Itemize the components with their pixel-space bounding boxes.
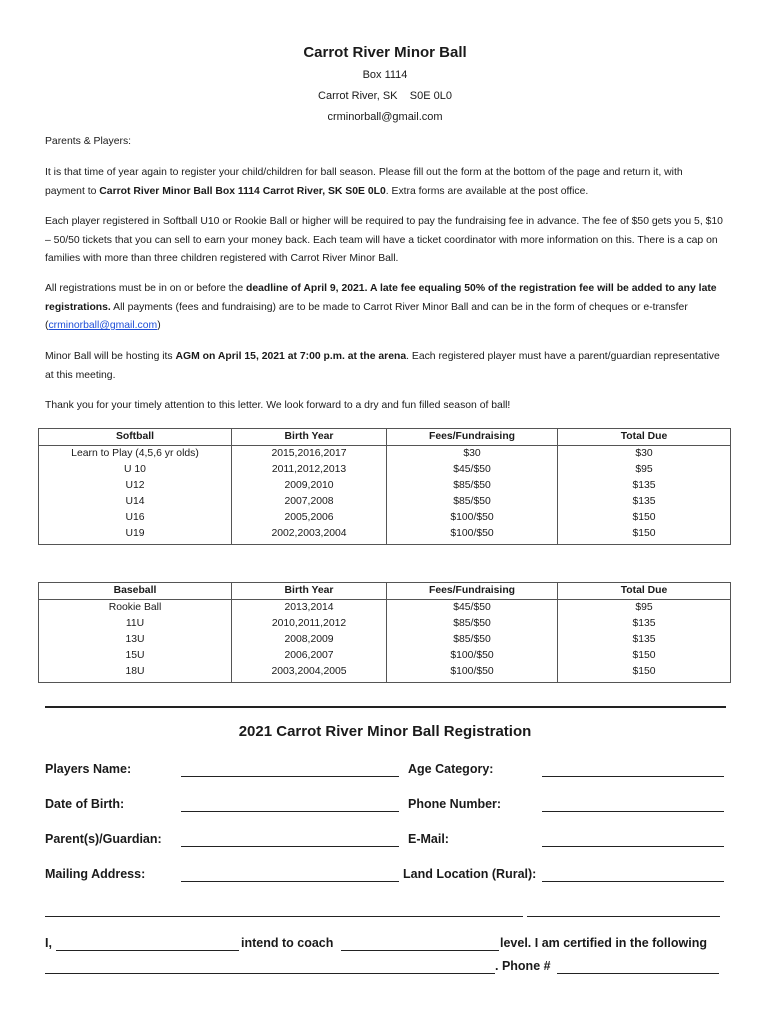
baseball-rows: [39, 600, 731, 683]
table-cell: $100/$50: [387, 664, 558, 683]
mailing-address-field[interactable]: [181, 881, 399, 882]
coach-level-field[interactable]: [341, 950, 499, 951]
agm-text: Minor Ball will be hosting its: [45, 351, 176, 362]
coach-phone-field[interactable]: [557, 973, 719, 974]
table-cell: U14: [39, 494, 232, 510]
table-cell: $30: [558, 446, 731, 463]
table-cell: $150: [558, 526, 731, 545]
table-cell: U19: [39, 526, 232, 545]
table-cell: 2007,2008: [232, 494, 387, 510]
age-category-label: Age Category:: [408, 762, 494, 776]
address-continued-field[interactable]: [45, 916, 523, 917]
paragraph-deadline: [45, 280, 725, 336]
table-header: Total Due: [558, 429, 731, 446]
players-name-field[interactable]: [181, 776, 399, 777]
phone-number-label: Phone Number:: [408, 797, 502, 811]
table-cell: 2008,2009: [232, 632, 387, 648]
softball-table: [38, 428, 731, 545]
table-header: Baseball: [39, 583, 232, 600]
deadline-bold: deadline of April 9, 2021. A late fee equaling 50% of the registration fee will be added to any late registrations.: [45, 283, 717, 313]
guardian-label: Parent(s)/Guardian:: [45, 832, 162, 846]
agm-end: . Each registered player must have a parent/guardian representative at this meeting.: [45, 351, 720, 381]
age-category-field[interactable]: [542, 776, 724, 777]
phone-number-field[interactable]: [542, 811, 724, 812]
table-cell: $150: [558, 648, 731, 664]
table-cell: $100/$50: [387, 510, 558, 526]
table-header: Birth Year: [232, 429, 387, 446]
city-postal: Carrot River, SK S0E 0L0: [318, 90, 452, 102]
table-cell: 2015,2016,2017: [232, 446, 387, 463]
table-cell: 2011,2012,2013: [232, 462, 387, 478]
intro-end: . Extra forms are available at the post office.: [385, 185, 589, 197]
email-field[interactable]: [542, 846, 724, 847]
paragraph-thanks: Thank you for your timely attention to this letter. We look forward to a dry and fun filled season of ball!: [45, 400, 511, 411]
certification-field[interactable]: [45, 973, 495, 974]
table-cell: 11U: [39, 616, 232, 632]
table-cell: Rookie Ball: [39, 600, 232, 617]
table-cell: Learn to Play (4,5,6 yr olds): [39, 446, 232, 463]
registration-form-title: 2021 Carrot River Minor Ball Registration: [238, 723, 532, 740]
table-cell: $100/$50: [387, 526, 558, 545]
deadline-text: All registrations must be in on or before the: [45, 283, 246, 294]
table-cell: $45/$50: [387, 600, 558, 617]
email-label: E-Mail:: [408, 832, 449, 846]
table-cell: $135: [558, 494, 731, 510]
contact-email: crminorball@gmail.com: [327, 111, 443, 123]
address-continued-field-2[interactable]: [527, 916, 720, 917]
date-of-birth-field[interactable]: [181, 811, 399, 812]
intro-address: Carrot River Minor Ball Box 1114 Carrot River, SK S0E 0L0: [99, 185, 386, 197]
coach-name-field[interactable]: [56, 950, 239, 951]
table-row: [39, 446, 731, 463]
coach-intend-label: intend to coach: [241, 936, 334, 950]
table-row: [39, 632, 731, 648]
table-header: Fees/Fundraising: [387, 429, 558, 446]
table-header: Birth Year: [232, 583, 387, 600]
deadline-payments: All payments (fees and fundraising) are to be made to Carrot River Minor Ball and can be in the form of cheques or e-transfer (: [45, 301, 688, 331]
table-cell: $100/$50: [387, 648, 558, 664]
table-row: [39, 600, 731, 617]
guardian-field[interactable]: [181, 846, 399, 847]
table-cell: U16: [39, 510, 232, 526]
table-cell: U12: [39, 478, 232, 494]
coach-phone-label: . Phone #: [495, 959, 551, 973]
table-cell: $95: [558, 600, 731, 617]
table-cell: $95: [558, 462, 731, 478]
intro-text: It is that time of year again to register your child/children for ball season. Please fill out the form at the bottom of the page and return it, with payment to: [45, 167, 683, 197]
players-name-label: Players Name:: [45, 762, 132, 776]
email-link[interactable]: crminorball@gmail.com: [48, 320, 158, 331]
table-row: [39, 478, 731, 494]
table-header: Softball: [39, 429, 232, 446]
table-row: [39, 616, 731, 632]
table-cell: 2005,2006: [232, 510, 387, 526]
baseball-table: [38, 582, 731, 683]
table-cell: 13U: [39, 632, 232, 648]
table-cell: $85/$50: [387, 616, 558, 632]
paragraph-agm: [45, 348, 725, 385]
coach-level-label: level. I am certified in the following: [500, 936, 707, 950]
table-cell: 2013,2014: [232, 600, 387, 617]
table-cell: $85/$50: [387, 494, 558, 510]
land-location-field[interactable]: [542, 881, 724, 882]
paragraph-fundraising: Each player registered in Softball U10 or Rookie Ball or higher will be required to pay the fundraising fee in advance. The fee of $50 gets you 5, $10 – 50/50 tickets that you can sell to earn your money back. Each team will have a ticket coordinator with more information on this. There is a cap on families with more than three children registered with Carrot River Minor Ball.: [45, 216, 723, 264]
softball-rows: [39, 446, 731, 545]
table-cell: $135: [558, 478, 731, 494]
table-header: Total Due: [558, 583, 731, 600]
table-cell: $85/$50: [387, 478, 558, 494]
table-cell: 2002,2003,2004: [232, 526, 387, 545]
table-row: [39, 494, 731, 510]
table-cell: $45/$50: [387, 462, 558, 478]
agm-bold: AGM on April 15, 2021 at 7:00 p.m. at the arena: [175, 351, 407, 362]
table-row: [39, 462, 731, 478]
table-cell: $135: [558, 616, 731, 632]
date-of-birth-label: Date of Birth:: [45, 797, 125, 811]
table-header: Fees/Fundraising: [387, 583, 558, 600]
table-cell: $135: [558, 632, 731, 648]
greeting: Parents & Players:: [45, 136, 132, 147]
letter-title: Carrot River Minor Ball: [303, 44, 467, 61]
table-cell: 2009,2010: [232, 478, 387, 494]
mailing-box: Box 1114: [362, 69, 408, 81]
land-location-label: Land Location (Rural):: [403, 867, 537, 881]
table-row: [39, 510, 731, 526]
table-row: [39, 526, 731, 545]
table-cell: 2010,2011,2012: [232, 616, 387, 632]
paragraph-intro: [45, 164, 725, 201]
deadline-close: ): [157, 320, 161, 331]
section-divider: [45, 706, 726, 708]
table-row: [39, 664, 731, 683]
table-row: [39, 648, 731, 664]
table-cell: 2006,2007: [232, 648, 387, 664]
table-cell: 18U: [39, 664, 232, 683]
table-cell: $85/$50: [387, 632, 558, 648]
mailing-address-label: Mailing Address:: [45, 867, 146, 881]
table-cell: 15U: [39, 648, 232, 664]
table-cell: U 10: [39, 462, 232, 478]
coach-i-label: I,: [45, 936, 52, 950]
table-cell: $150: [558, 664, 731, 683]
table-cell: $150: [558, 510, 731, 526]
table-cell: 2003,2004,2005: [232, 664, 387, 683]
table-cell: $30: [387, 446, 558, 463]
